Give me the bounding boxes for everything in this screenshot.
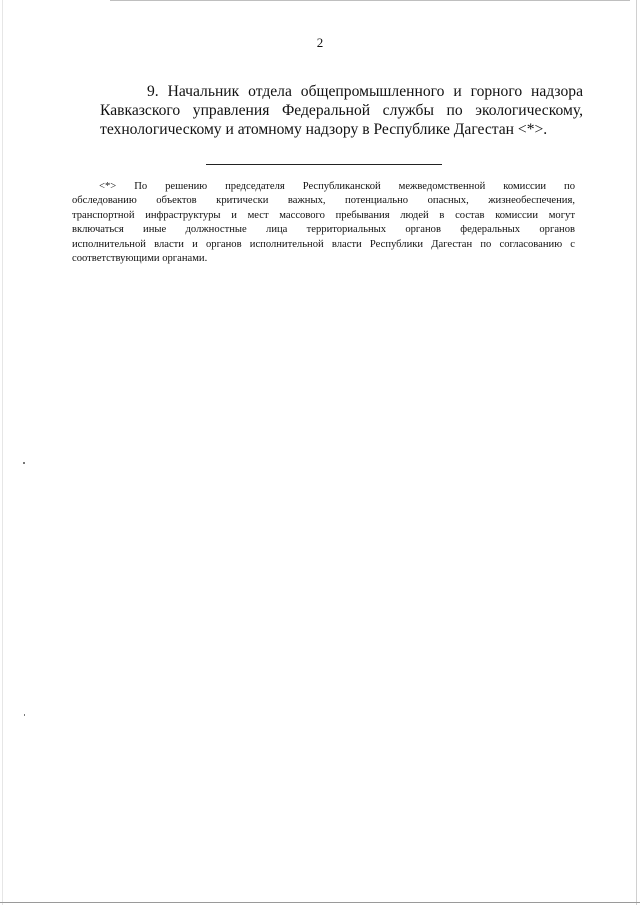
footnote-line: исполнительной власти и органов исполнительной власти Республики Дагестан по согласованию с — [72, 238, 575, 250]
page-number: 2 — [316, 35, 324, 50]
item-line: технологическому и атомному надзору в Республике Дагестан <*>. — [100, 121, 548, 138]
footnote-line: включаться иные должностные лица территориальных органов федеральных органов — [72, 224, 575, 236]
item-line: 9. Начальник отдела общепромышленного и горного надзора — [147, 83, 583, 100]
scan-border-top — [110, 0, 630, 1]
scan-speck — [24, 714, 25, 716]
footnote — [72, 180, 575, 266]
list-item-9 — [100, 82, 583, 139]
footnote-line: транспортной инфраструктуры и мест массового пребывания людей в состав комиссии могут — [72, 209, 575, 221]
footnote-line: <*> По решению председателя Республиканской межведомственной комиссии по — [99, 181, 575, 192]
footnote-line: соответствующими органами. — [72, 253, 208, 265]
scan-border-right — [636, 0, 637, 905]
footnote-line: обследованию объектов критически важных, потенциально опасных, жизнеобеспечения, — [72, 195, 575, 207]
scan-border-bottom — [0, 902, 640, 903]
scan-speck — [23, 462, 25, 464]
footnote-separator — [206, 164, 442, 165]
scan-border-left — [2, 0, 3, 905]
item-line: Кавказского управления Федеральной службы по экологическому, — [100, 102, 583, 119]
